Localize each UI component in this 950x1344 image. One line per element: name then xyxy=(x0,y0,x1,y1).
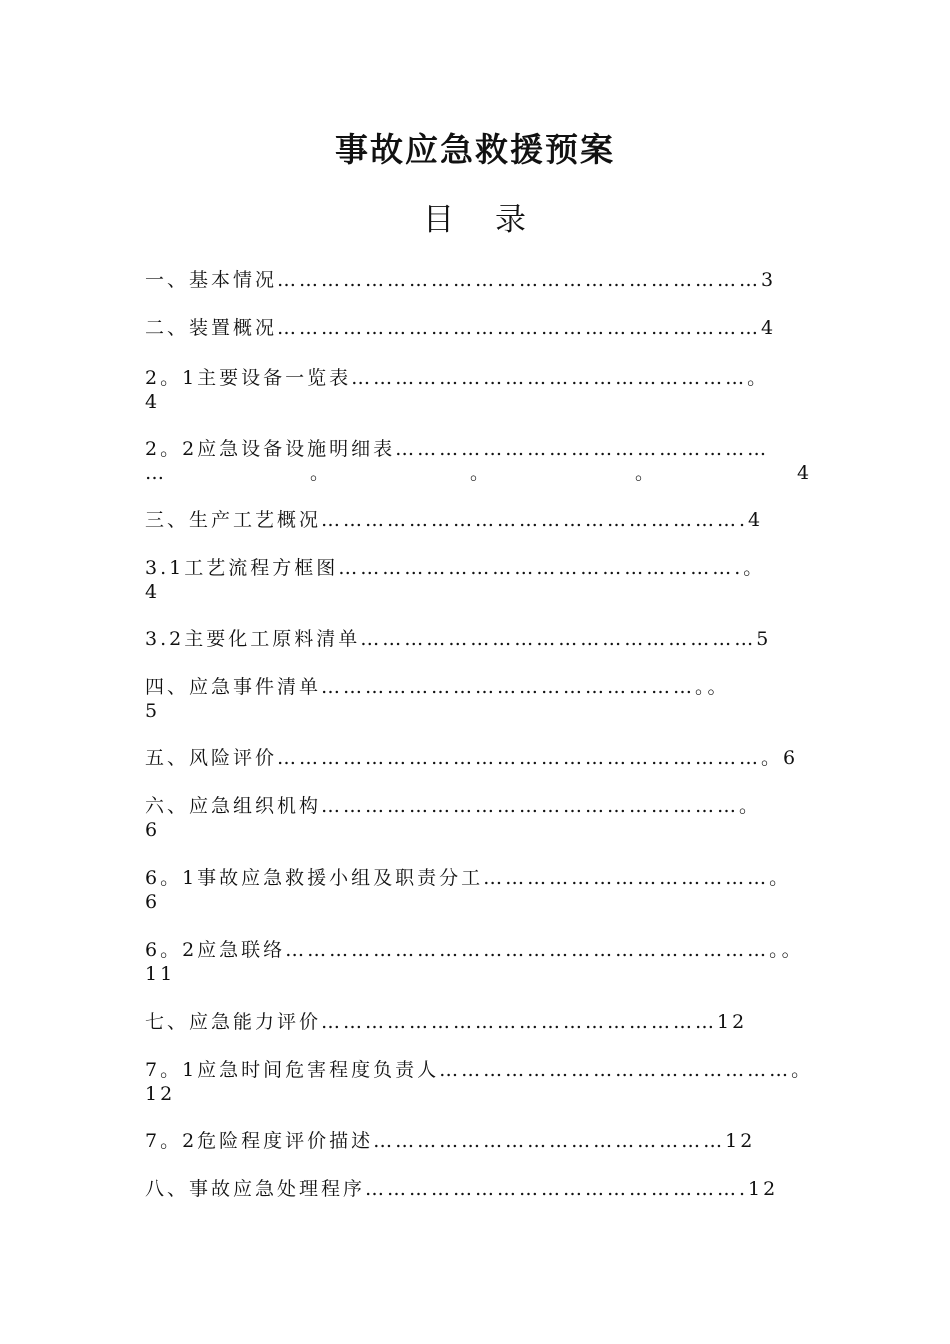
toc-entry-text: 三、生产工艺概况………………………………………………….4 xyxy=(145,509,764,531)
document-title: 事故应急救援预案 xyxy=(335,130,615,169)
toc-entry-page: 5 xyxy=(145,700,161,722)
toc-entry[interactable] xyxy=(145,627,825,651)
toc-entry-dot: 。 xyxy=(635,462,658,484)
toc-entry-text: 2。1主要设备一览表………………………………………………。 xyxy=(145,367,770,389)
toc-entry[interactable] xyxy=(145,1058,825,1106)
toc-entry-dot: 。 xyxy=(310,462,333,484)
toc-entry-text: 七、应急能力评价………………………………………………12 xyxy=(145,1011,748,1033)
toc-entry[interactable] xyxy=(145,556,825,604)
toc-entry[interactable] xyxy=(145,1010,825,1034)
toc-entry[interactable] xyxy=(145,437,825,461)
toc-entry-dot: 。 xyxy=(470,462,493,484)
toc-entry[interactable] xyxy=(145,1129,825,1153)
toc-entry-page: 6 xyxy=(145,819,161,841)
toc-heading-char-2: 录 xyxy=(495,202,527,238)
toc-entry[interactable] xyxy=(145,508,825,532)
toc-heading xyxy=(0,198,950,242)
toc-entry-page: 6 xyxy=(145,891,161,913)
toc-entry[interactable] xyxy=(145,1177,825,1201)
toc-entry[interactable] xyxy=(145,938,825,986)
toc-entry-text: 7。2危险程度评价描述…………………………………………12 xyxy=(145,1130,756,1152)
toc-entry-text: 2。2应急设备设施明细表…………………………………………… xyxy=(145,438,770,460)
toc-entry-page: 4 xyxy=(145,581,161,603)
toc-entry-text: 八、事故应急处理程序…………………………………………….12 xyxy=(145,1178,779,1200)
toc-entry-text: 五、风险评价…………………………………………………………。6 xyxy=(145,747,799,769)
toc-entry-page: 11 xyxy=(145,963,176,985)
toc-entry-text: 6。1事故应急救援小组及职责分工…………………………………。 xyxy=(145,867,792,889)
toc-entry-text: 四、应急事件清单……………………………………………。。 xyxy=(145,676,730,698)
toc-entry-text: 7。1应急时间危害程度负责人…………………………………………。 xyxy=(145,1059,814,1081)
toc-entry-text: 六、应急组织机构…………………………………………………。 xyxy=(145,795,762,817)
toc-entry[interactable] xyxy=(145,746,825,770)
toc-entry[interactable] xyxy=(145,866,825,914)
toc-entry-page: 4 xyxy=(145,391,161,413)
toc-entry[interactable] xyxy=(145,268,825,292)
toc-entry-text: 一、基本情况…………………………………………………………3 xyxy=(145,269,777,291)
toc-entry[interactable] xyxy=(145,675,825,723)
toc-entry-text: 3.2主要化工原料清单………………………………………………5 xyxy=(145,628,772,650)
toc-entry-text: 3.1工艺流程方框图……………………………………………….。 xyxy=(145,557,766,579)
toc-entry-page: 4 xyxy=(797,462,813,484)
toc-entry[interactable] xyxy=(145,794,825,842)
toc-entry-page: 12 xyxy=(145,1083,176,1105)
toc-entry-text: 二、装置概况…………………………………………………………4 xyxy=(145,317,777,339)
toc-entry-text: 6。2应急联络…………………………………………………………。。 xyxy=(145,939,804,961)
toc-entry-dots: … xyxy=(145,462,167,484)
toc-entry[interactable] xyxy=(145,316,825,340)
toc-heading-char-1: 目 xyxy=(423,202,455,238)
toc-entry[interactable] xyxy=(145,366,825,414)
